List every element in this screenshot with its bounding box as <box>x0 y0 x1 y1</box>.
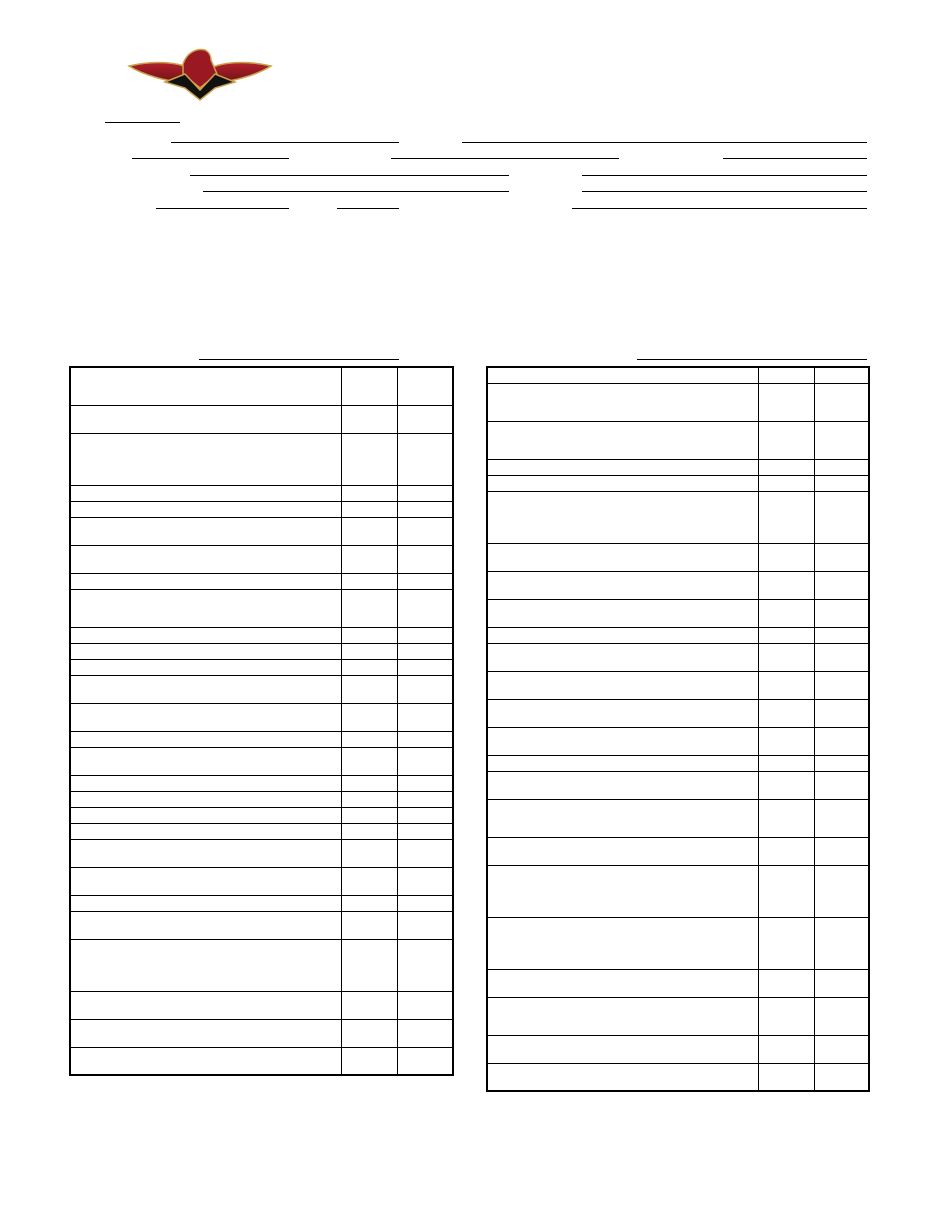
check-cell-b[interactable] <box>814 671 869 699</box>
field-line[interactable] <box>582 175 867 176</box>
check-cell-a[interactable] <box>341 1019 397 1047</box>
check-cell-a[interactable] <box>341 501 397 517</box>
table-row <box>70 867 453 895</box>
check-cell-a[interactable] <box>341 791 397 807</box>
item-cell <box>70 589 341 627</box>
table-row <box>487 997 869 1035</box>
field-line[interactable] <box>462 142 867 143</box>
check-cell-b[interactable] <box>397 911 453 939</box>
check-cell-b[interactable] <box>397 895 453 911</box>
check-cell-b[interactable] <box>814 699 869 727</box>
check-cell-b[interactable] <box>814 755 869 771</box>
table-row <box>487 799 869 837</box>
item-cell <box>70 747 341 775</box>
table-row <box>487 969 869 997</box>
check-cell-b[interactable] <box>814 997 869 1035</box>
table-row <box>70 659 453 675</box>
item-cell <box>70 485 341 501</box>
check-cell-b[interactable] <box>814 459 869 475</box>
table-row <box>70 839 453 867</box>
item-cell <box>70 1019 341 1047</box>
check-cell-a[interactable] <box>341 867 397 895</box>
item-cell <box>487 727 758 755</box>
item-cell <box>487 917 758 969</box>
check-cell-a[interactable] <box>341 747 397 775</box>
table-row <box>487 571 869 599</box>
table-row <box>70 675 453 703</box>
item-cell <box>70 433 341 485</box>
check-cell-a[interactable] <box>758 755 814 771</box>
field-line[interactable] <box>105 122 180 123</box>
check-cell-a[interactable] <box>758 727 814 755</box>
item-cell <box>70 627 341 643</box>
item-cell <box>70 545 341 573</box>
check-cell-b[interactable] <box>814 421 869 459</box>
check-cell-b[interactable] <box>397 517 453 545</box>
check-cell-a[interactable] <box>758 969 814 997</box>
item-cell <box>487 367 758 383</box>
table-row <box>70 911 453 939</box>
item-cell <box>487 571 758 599</box>
check-cell-a[interactable] <box>341 485 397 501</box>
check-cell-a[interactable] <box>341 589 397 627</box>
check-cell-a[interactable] <box>758 543 814 571</box>
check-cell-a[interactable] <box>341 627 397 643</box>
check-cell-a[interactable] <box>758 1063 814 1091</box>
check-cell-b[interactable] <box>814 643 869 671</box>
eagle-wings-logo-icon <box>125 44 275 102</box>
item-cell <box>487 997 758 1035</box>
item-cell <box>487 837 758 865</box>
table-row <box>70 589 453 627</box>
check-cell-b[interactable] <box>397 939 453 991</box>
check-cell-a[interactable] <box>758 699 814 727</box>
table-row <box>70 823 453 839</box>
check-cell-b[interactable] <box>814 599 869 627</box>
table-row <box>487 421 869 459</box>
check-cell-a[interactable] <box>341 823 397 839</box>
item-cell <box>487 755 758 771</box>
table-row <box>70 895 453 911</box>
field-line[interactable] <box>203 191 509 192</box>
item-cell <box>70 791 341 807</box>
check-cell-a[interactable] <box>758 571 814 599</box>
check-cell-b[interactable] <box>397 731 453 747</box>
table-row <box>487 367 869 383</box>
check-cell-b[interactable] <box>397 433 453 485</box>
check-cell-b[interactable] <box>397 747 453 775</box>
check-cell-b[interactable] <box>397 867 453 895</box>
check-cell-b[interactable] <box>397 1047 453 1075</box>
table-row <box>487 459 869 475</box>
check-cell-b[interactable] <box>814 969 869 997</box>
item-cell <box>487 383 758 421</box>
check-cell-a[interactable] <box>341 775 397 791</box>
field-line[interactable] <box>132 158 289 159</box>
table-row <box>487 771 869 799</box>
check-cell-a[interactable] <box>758 599 814 627</box>
check-cell-b[interactable] <box>397 1019 453 1047</box>
check-cell-a[interactable] <box>758 997 814 1035</box>
check-cell-b[interactable] <box>814 1063 869 1091</box>
check-cell-b[interactable] <box>397 775 453 791</box>
table-row <box>70 1019 453 1047</box>
item-cell <box>70 839 341 867</box>
item-cell <box>70 501 341 517</box>
table-row <box>487 865 869 917</box>
table-row <box>70 939 453 991</box>
item-cell <box>70 573 341 589</box>
check-cell-a[interactable] <box>341 675 397 703</box>
table-row <box>70 501 453 517</box>
item-cell <box>487 643 758 671</box>
check-cell-b[interactable] <box>397 991 453 1019</box>
table-row <box>487 755 869 771</box>
field-line[interactable] <box>171 142 399 143</box>
check-cell-b[interactable] <box>814 491 869 543</box>
check-cell-b[interactable] <box>814 627 869 643</box>
check-cell-b[interactable] <box>814 727 869 755</box>
item-cell <box>70 659 341 675</box>
item-cell <box>487 1035 758 1063</box>
check-cell-a[interactable] <box>758 475 814 491</box>
check-cell-b[interactable] <box>397 791 453 807</box>
table-row <box>70 731 453 747</box>
check-cell-a[interactable] <box>341 807 397 823</box>
item-cell <box>487 491 758 543</box>
item-cell <box>487 771 758 799</box>
table-row <box>487 1035 869 1063</box>
table-row <box>487 837 869 865</box>
table-row <box>70 791 453 807</box>
table-row <box>70 573 453 589</box>
check-cell-a[interactable] <box>758 671 814 699</box>
check-cell-a[interactable] <box>758 367 814 383</box>
check-cell-a[interactable] <box>758 383 814 421</box>
check-cell-a[interactable] <box>341 367 397 405</box>
item-cell <box>487 969 758 997</box>
table-row <box>487 727 869 755</box>
check-cell-b[interactable] <box>397 807 453 823</box>
item-cell <box>70 643 341 659</box>
check-cell-a[interactable] <box>758 917 814 969</box>
check-cell-b[interactable] <box>814 543 869 571</box>
item-cell <box>487 543 758 571</box>
left-table-heading-line <box>199 359 399 360</box>
table-row <box>70 991 453 1019</box>
table-row <box>487 627 869 643</box>
table-row <box>487 599 869 627</box>
field-line[interactable] <box>190 175 509 176</box>
item-cell <box>70 775 341 791</box>
table-row <box>487 1063 869 1091</box>
check-cell-b[interactable] <box>814 799 869 837</box>
check-cell-b[interactable] <box>397 501 453 517</box>
field-line[interactable] <box>582 191 867 192</box>
check-cell-b[interactable] <box>397 823 453 839</box>
field-line[interactable] <box>572 208 867 209</box>
field-line[interactable] <box>156 208 289 209</box>
field-line[interactable] <box>391 158 619 159</box>
item-cell <box>487 421 758 459</box>
check-cell-b[interactable] <box>814 837 869 865</box>
item-cell <box>70 895 341 911</box>
check-cell-a[interactable] <box>341 573 397 589</box>
field-line[interactable] <box>337 208 399 209</box>
item-cell <box>70 1047 341 1075</box>
item-cell <box>70 405 341 433</box>
table-row <box>70 367 453 405</box>
check-cell-a[interactable] <box>758 1035 814 1063</box>
item-cell <box>70 823 341 839</box>
check-cell-b[interactable] <box>397 659 453 675</box>
item-cell <box>70 703 341 731</box>
table-row <box>70 747 453 775</box>
item-cell <box>70 367 341 405</box>
check-cell-b[interactable] <box>397 589 453 627</box>
check-cell-b[interactable] <box>397 627 453 643</box>
check-cell-a[interactable] <box>341 939 397 991</box>
check-cell-a[interactable] <box>758 771 814 799</box>
check-cell-b[interactable] <box>814 1035 869 1063</box>
check-cell-a[interactable] <box>758 459 814 475</box>
check-cell-b[interactable] <box>397 675 453 703</box>
check-cell-b[interactable] <box>814 771 869 799</box>
table-row <box>70 433 453 485</box>
check-cell-b[interactable] <box>814 367 869 383</box>
check-cell-a[interactable] <box>341 731 397 747</box>
item-cell <box>70 991 341 1019</box>
item-cell <box>487 459 758 475</box>
table-row <box>70 517 453 545</box>
check-cell-b[interactable] <box>814 475 869 491</box>
table-row <box>70 1047 453 1075</box>
table-row <box>487 671 869 699</box>
check-cell-a[interactable] <box>341 643 397 659</box>
check-cell-b[interactable] <box>397 405 453 433</box>
check-cell-a[interactable] <box>341 405 397 433</box>
check-cell-a[interactable] <box>758 799 814 837</box>
table-row <box>70 627 453 643</box>
item-cell <box>487 627 758 643</box>
item-cell <box>70 911 341 939</box>
check-cell-a[interactable] <box>758 627 814 643</box>
check-cell-a[interactable] <box>758 865 814 917</box>
check-cell-b[interactable] <box>397 839 453 867</box>
check-cell-a[interactable] <box>341 433 397 485</box>
right-checklist-table <box>486 366 870 1092</box>
item-cell <box>487 1063 758 1091</box>
table-row <box>70 807 453 823</box>
item-cell <box>487 671 758 699</box>
check-cell-b[interactable] <box>397 703 453 731</box>
table-row <box>70 485 453 501</box>
check-cell-a[interactable] <box>341 659 397 675</box>
check-cell-b[interactable] <box>814 865 869 917</box>
check-cell-a[interactable] <box>341 839 397 867</box>
field-line[interactable] <box>723 158 867 159</box>
table-row <box>70 405 453 433</box>
item-cell <box>70 939 341 991</box>
table-row <box>70 775 453 791</box>
table-row <box>70 545 453 573</box>
check-cell-b[interactable] <box>814 571 869 599</box>
table-row <box>487 383 869 421</box>
table-row <box>487 699 869 727</box>
item-cell <box>70 807 341 823</box>
check-cell-a[interactable] <box>341 991 397 1019</box>
item-cell <box>487 865 758 917</box>
check-cell-b[interactable] <box>397 367 453 405</box>
check-cell-a[interactable] <box>341 911 397 939</box>
check-cell-a[interactable] <box>341 703 397 731</box>
check-cell-a[interactable] <box>341 517 397 545</box>
right-table-heading-line <box>637 359 867 360</box>
item-cell <box>70 867 341 895</box>
check-cell-b[interactable] <box>814 383 869 421</box>
check-cell-b[interactable] <box>397 573 453 589</box>
item-cell <box>70 731 341 747</box>
check-cell-a[interactable] <box>758 421 814 459</box>
check-cell-a[interactable] <box>341 1047 397 1075</box>
item-cell <box>487 799 758 837</box>
check-cell-b[interactable] <box>814 917 869 969</box>
check-cell-a[interactable] <box>341 895 397 911</box>
left-checklist-table <box>69 366 454 1076</box>
table-row <box>70 643 453 659</box>
item-cell <box>487 475 758 491</box>
check-cell-b[interactable] <box>397 545 453 573</box>
check-cell-a[interactable] <box>758 643 814 671</box>
table-row <box>487 917 869 969</box>
item-cell <box>487 599 758 627</box>
check-cell-b[interactable] <box>397 643 453 659</box>
check-cell-a[interactable] <box>758 491 814 543</box>
check-cell-a[interactable] <box>341 545 397 573</box>
check-cell-b[interactable] <box>397 485 453 501</box>
item-cell <box>70 675 341 703</box>
check-cell-a[interactable] <box>758 837 814 865</box>
item-cell <box>487 699 758 727</box>
table-row <box>487 475 869 491</box>
table-row <box>487 643 869 671</box>
item-cell <box>70 517 341 545</box>
table-row <box>70 703 453 731</box>
table-row <box>487 491 869 543</box>
table-row <box>487 543 869 571</box>
